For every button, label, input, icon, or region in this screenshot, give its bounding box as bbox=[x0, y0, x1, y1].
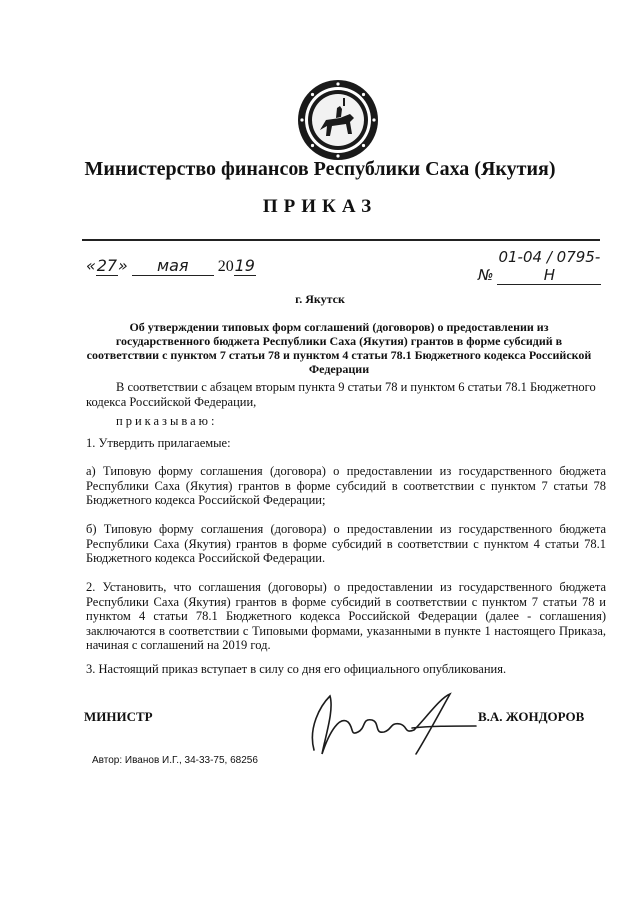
signatory-name: В.А. ЖОНДОРОВ bbox=[478, 709, 585, 724]
signatory-title: МИНИСТР bbox=[84, 709, 153, 724]
item-b: б) Типовую форму соглашения (договора) о предоставлении из государственного бюджета Республики Саха (Якутия) грантов в форме субсидий в соответствии с пунктом 4 статьи 78.1 Бюджетного кодекса Российской Федерации. bbox=[86, 522, 606, 566]
item-1: 1. Утвердить прилагаемые: bbox=[86, 436, 231, 450]
city: г. Якутск bbox=[295, 292, 345, 306]
coat-of-arms-icon bbox=[296, 78, 380, 162]
order-word: приказываю: bbox=[116, 414, 218, 428]
order-number bbox=[478, 248, 601, 285]
date-day: 27 bbox=[96, 256, 118, 275]
legal-basis: В соответствии с абзацем вторым пункта 9 статьи 78 и пунктом 6 статьи 78.1 Бюджетного кодекса Российской Федерации, bbox=[86, 380, 596, 409]
document-type: ПРИКАЗ bbox=[262, 196, 378, 217]
item-3: 3. Настоящий приказ вступает в силу со дня его официального опубликования. bbox=[86, 662, 507, 676]
date-year-prefix: 20 bbox=[217, 258, 234, 275]
header-divider bbox=[82, 239, 600, 241]
signature-icon bbox=[300, 688, 480, 758]
order-subject: Об утверждении типовых форм соглашений (договоров) о предоставлении из государственного бюджета Республики Саха (Якутия) грантов в форме субсидий в соответствии с пунктом 7 статьи 78 и пунктом 4 статьи 78.1 Бюджетного кодекса Российской Федерации bbox=[86, 320, 592, 376]
date-year-suffix: 19 bbox=[234, 256, 255, 275]
ministry-name: Министерство финансов Республики Саха (Якутия) bbox=[84, 158, 556, 180]
item-a: а) Типовую форму соглашения (договора) о предоставлении из государственного бюджета Республики Саха (Якутия) грантов в форме субсидий в соответствии с пунктом 7 статьи 78 Бюджетного кодекса Российской Федерации; bbox=[86, 464, 606, 508]
number-value: 01-04 / 0795-Н bbox=[498, 248, 601, 284]
date-month: мая bbox=[132, 256, 214, 276]
number-prefix: № bbox=[478, 266, 494, 284]
item-2: 2. Установить, что соглашения (договоры) о предоставлении из государственного бюджета Республики Саха (Якутия) грантов в форме субсидий в соответствии с пунктом 7 статьи 78 и пунктом 4 статьи 78.1 Бюджетного кодекса Российской Федерации (далее - соглашения) заключаются в соответствии с Типовыми формами, указанными в пункте 1 настоящего Приказа, начиная с соглашений на 2019 год. bbox=[86, 580, 606, 653]
order-date: «27» мая 2019 bbox=[86, 256, 255, 275]
author-line: Автор: Иванов И.Г., 34-33-75, 68256 bbox=[92, 755, 258, 766]
